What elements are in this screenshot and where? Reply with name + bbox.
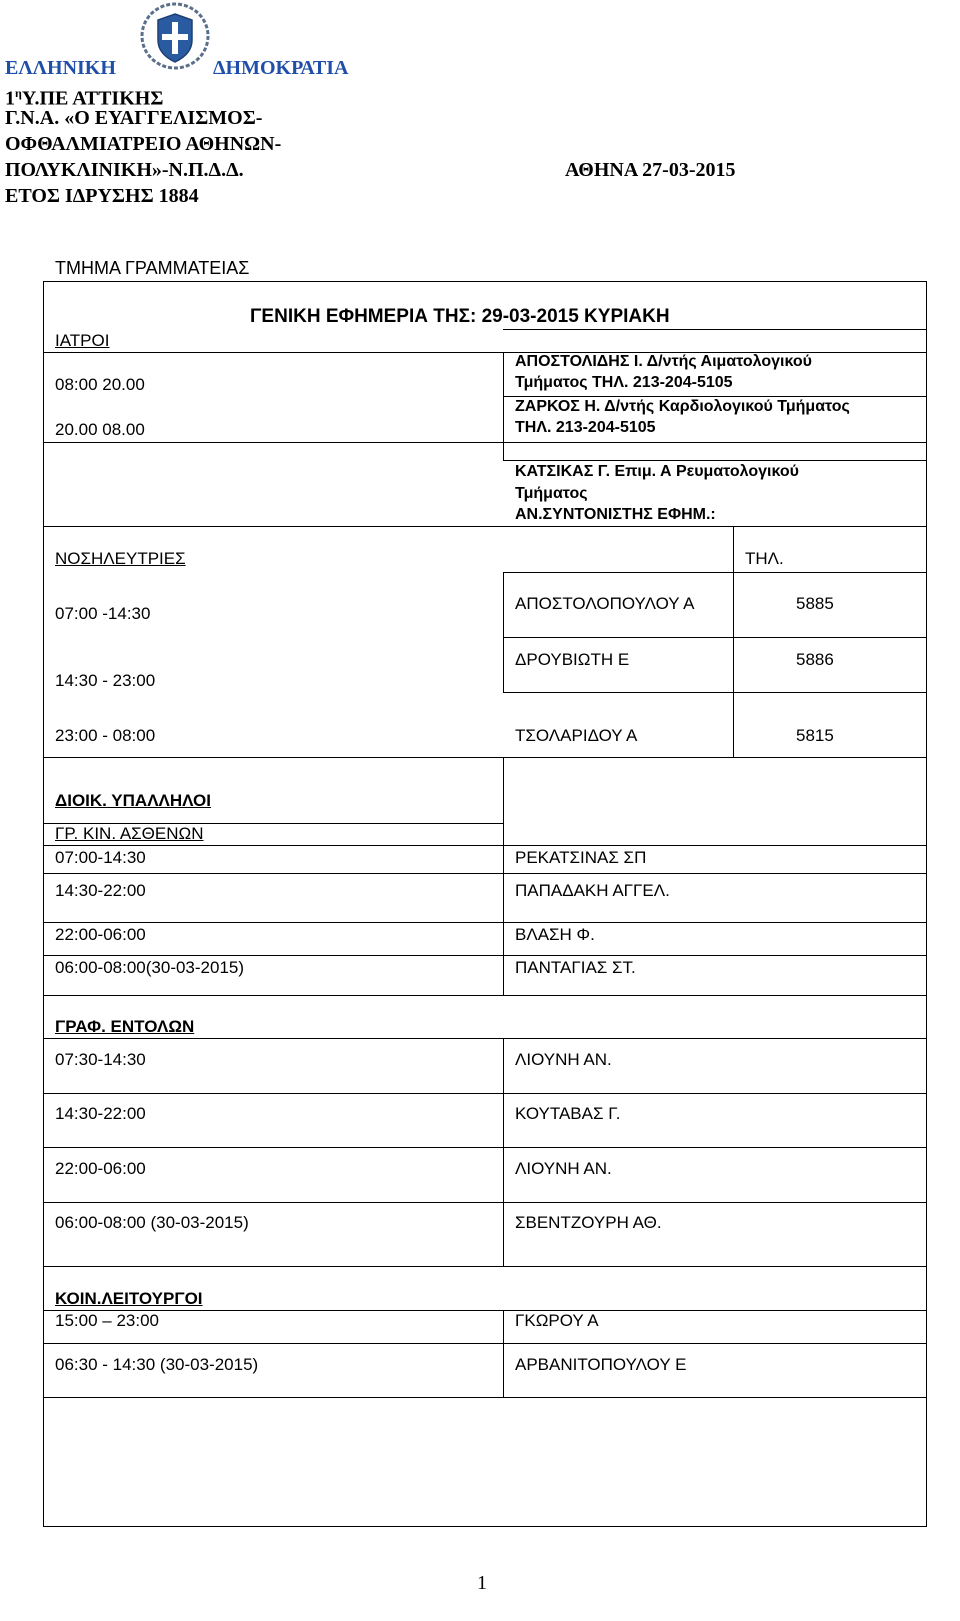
nurse-row-3-time: 23:00 - 08:00 [55, 726, 156, 745]
admin-row-2-time: 14:30-22:00 [55, 881, 146, 900]
doctors-row-line-4 [503, 460, 927, 461]
nurse-row-2-phone: 5886 [796, 650, 834, 669]
nurse-row-1-phone: 5885 [796, 594, 834, 613]
staff-bottom-line [43, 1397, 927, 1398]
nurses-label-text: ΝΟΣΗΛΕΥΤΡΙΕΣ [55, 549, 186, 568]
staff-label-line [43, 1310, 927, 1311]
nurses-label [55, 548, 186, 570]
doctor-entry-3-line-3: ΑΝ.ΣΥΝΤΟΝΙΣΤΗΣ ΕΦΗΜ.: [515, 506, 716, 523]
org-line-3: ΠΟΛΥΚΛΙΝΙΚΗ»-Ν.Π.Δ.Δ. [5, 159, 244, 181]
page-number: 1 [477, 1572, 487, 1594]
orders-row-3-time: 22:00-06:00 [55, 1159, 146, 1178]
orders-row-line-1 [43, 1093, 927, 1094]
staff-row-2-time: 06:30 - 14:30 (30-03-2015) [55, 1355, 259, 1374]
doctor-entry-2-line-2: ΤΗΛ. 213-204-5105 [515, 419, 656, 436]
admin-row-1-time: 07:00-14:30 [55, 848, 146, 867]
org-line-2: ΟΦΘΑΛΜΙΑΤΡΕΙΟ ΑΘΗΝΩΝ- [5, 133, 282, 155]
orders-col-divider [503, 1038, 504, 1266]
orders-row-2-time: 14:30-22:00 [55, 1104, 146, 1123]
staff-row-1-name: ΓΚΩΡΟΥ Α [515, 1311, 599, 1330]
admin-label-text: ΔΙΟΙΚ. ΥΠΑΛΛΗΛΟΙ [55, 791, 211, 810]
nurse-row-2-time: 14:30 - 23:00 [55, 671, 156, 690]
orders-row-line-3 [43, 1202, 927, 1203]
orders-row-1-name: ΛΙΟΥΝΗ ΑΝ. [515, 1050, 612, 1069]
table-border-left [43, 281, 44, 1527]
place-date: ΑΘΗΝΑ 27-03-2015 [565, 159, 736, 181]
table-border-right [926, 281, 927, 1527]
admin-row-3-time: 22:00-06:00 [55, 925, 146, 944]
doctor-entry-1-line-1: ΑΠΟΣΤΟΛΙΔΗΣ Ι. Δ/ντής Αιματολογικού [515, 353, 812, 370]
doctor-entry-2-line-1: ΖΑΡΚΟΣ Η. Δ/ντής Καρδιολογικού Τμήματος [515, 398, 850, 415]
admin-row-4-time: 06:00-08:00(30-03-2015) [55, 958, 245, 977]
orders-label-text: ΓΡΑΦ. ΕΝΤΟΛΩΝ [55, 1017, 195, 1036]
nurse-row-1-name: ΑΠΟΣΤΟΛΟΠΟΥΛΟΥ Α [515, 594, 695, 613]
admin-col-divider [503, 757, 504, 995]
nurse-row-1-time: 07:00 -14:30 [55, 604, 151, 623]
region-prefix: 1 [5, 87, 15, 110]
staff-col-divider [503, 1310, 504, 1398]
region-rest: Υ.ΠΕ ΑΤΤΙΚΗΣ [21, 87, 164, 110]
nurse-row-3-name: ΤΣΟΛΑΡΙΔΟΥ Α [515, 726, 638, 745]
region-sup: η [15, 86, 22, 100]
admin-row-4-name: ΠΑΝΤΑΓΙΑΣ ΣΤ. [515, 958, 636, 977]
staff-row-line-1 [43, 1343, 927, 1344]
nurses-header-line [503, 572, 927, 573]
doctors-row-line-3b [503, 442, 927, 443]
orders-row-4-time: 06:00-08:00 (30-03-2015) [55, 1213, 249, 1232]
orders-row-2-name: ΚΟΥΤΑΒΑΣ Γ. [515, 1104, 621, 1123]
country-right: ΔΗΜΟΚΡΑΤΙΑ [213, 57, 349, 79]
doctors-label [55, 330, 109, 352]
nurses-phone-col-divider [733, 526, 734, 758]
nurses-row-line-2 [503, 692, 927, 693]
staff-label-text: ΚΟΙΝ.ΛΕΙΤΟΥΡΓΟΙ [55, 1289, 203, 1308]
orders-row-1-time: 07:30-14:30 [55, 1050, 146, 1069]
doctors-shift-2: 20.00 08.00 [55, 420, 145, 439]
nurse-row-2-name: ΔΡΟΥΒΙΩΤΗ Ε [515, 650, 630, 669]
orders-label [55, 1016, 194, 1038]
founded-year: ΕΤΟΣ ΙΔΡΥΣΗΣ 1884 [5, 185, 199, 207]
orders-row-4-name: ΣΒΕΝΤΖΟΥΡΗ ΑΘ. [515, 1213, 662, 1232]
admin-row-2-name: ΠΑΠΑΔΑΚΗ ΑΓΓΕΛ. [515, 881, 670, 900]
nurse-row-3-phone: 5815 [796, 726, 834, 745]
admin-row-line-1 [43, 873, 927, 874]
department-name: ΤΜΗΜΑ ΓΡΑΜΜΑΤΕΙΑΣ [55, 258, 250, 278]
table-title: ΓΕΝΙΚΗ ΕΦΗΜΕΡΙΑ ΤΗΣ: 29-03-2015 ΚΥΡΙΑΚΗ [250, 306, 670, 327]
nurses-row-line-1 [503, 637, 927, 638]
table-border-bottom [43, 1526, 927, 1527]
orders-row-line-2 [43, 1147, 927, 1148]
doctor-entry-1-line-2: Τμήματος ΤΗΛ. 213-204-5105 [515, 374, 733, 391]
orders-bottom-line [43, 1266, 927, 1267]
coat-of-arms-emblem [140, 2, 210, 70]
nurses-phone-header: ΤΗΛ. [745, 549, 784, 568]
doctors-col-divider [503, 352, 504, 460]
title-row-divider [503, 329, 927, 330]
staff-label [55, 1288, 203, 1310]
admin-sublabel-line [43, 845, 927, 846]
admin-sublabel-text: ΓΡ. ΚΙΝ. ΑΣΘΕΝΩΝ [55, 824, 204, 843]
staff-row-2-name: ΑΡΒΑΝΙΤΟΠΟΥΛΟΥ Ε [515, 1355, 687, 1374]
admin-row-3-name: ΒΛΑΣΗ Φ. [515, 925, 595, 944]
admin-sublabel [55, 823, 204, 845]
doctors-label-text: ΙΑΤΡΟΙ [55, 331, 110, 350]
org-line-1: Γ.Ν.Α. «Ο ΕΥΑΓΓΕΛΙΣΜΟΣ- [5, 107, 263, 129]
doctor-entry-3-line-2: Τμήματος [515, 485, 588, 502]
doctor-entry-3-line-1: ΚΑΤΣΙΚΑΣ Γ. Επιμ. Α Ρευματολογικού [515, 463, 799, 480]
orders-label-line [43, 1038, 927, 1039]
nurses-bottom-line [43, 757, 927, 758]
country-left: ΕΛΛΗΝΙΚΗ [5, 57, 116, 79]
admin-row-line-2 [43, 922, 927, 923]
nurses-name-col-divider [503, 572, 504, 692]
doctors-row-line-3 [43, 442, 504, 443]
admin-bottom-line [43, 995, 927, 996]
staff-row-1-time: 15:00 – 23:00 [55, 1311, 159, 1330]
nurses-top-line [43, 526, 927, 527]
table-border-top [43, 281, 927, 282]
doctors-shift-1: 08:00 20.00 [55, 375, 145, 394]
admin-row-line-3 [43, 955, 927, 956]
admin-label [55, 790, 211, 812]
orders-row-3-name: ΛΙΟΥΝΗ ΑΝ. [515, 1159, 612, 1178]
admin-row-1-name: ΡΕΚΑΤΣΙΝΑΣ ΣΠ [515, 848, 647, 867]
